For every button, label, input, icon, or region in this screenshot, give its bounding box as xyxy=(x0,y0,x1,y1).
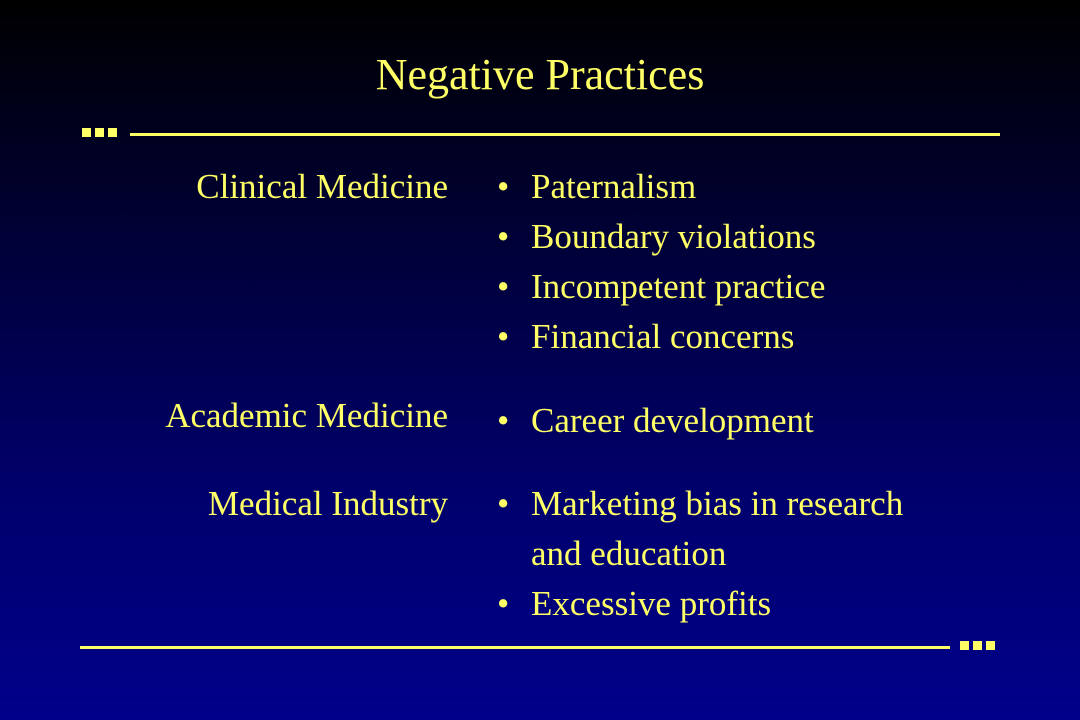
bottom-dots-ornament xyxy=(960,641,995,650)
bullet-list-medical-industry xyxy=(497,479,903,629)
section-label-clinical-medicine: Clinical Medicine xyxy=(196,167,448,206)
top-divider xyxy=(130,133,1000,136)
section-label-medical-industry: Medical Industry xyxy=(207,484,448,523)
bullet-icon: • xyxy=(497,167,510,206)
bullet-icon: • xyxy=(497,317,510,356)
ornament-dot xyxy=(973,641,982,650)
ornament-dot xyxy=(108,128,117,137)
ornament-dot xyxy=(986,641,995,650)
ornament-dot xyxy=(960,641,969,650)
bullet-icon: • xyxy=(497,484,510,523)
ornament-dot xyxy=(95,128,104,137)
bullet-list-academic-medicine xyxy=(497,396,814,446)
list-item: • Boundary violations xyxy=(497,212,825,262)
bullet-list-clinical-medicine xyxy=(497,162,825,362)
slide-title: Negative Practices xyxy=(375,50,705,99)
bottom-divider xyxy=(80,646,950,649)
bullet-icon: • xyxy=(497,584,510,623)
ornament-dot xyxy=(82,128,91,137)
bullet-icon: • xyxy=(497,217,510,256)
bullet-icon: • xyxy=(497,401,510,440)
list-item: • Paternalism xyxy=(497,162,825,212)
list-item: • Marketing bias in research and education xyxy=(497,479,903,579)
list-item: • Career development xyxy=(497,396,814,446)
section-label-academic-medicine: Academic Medicine xyxy=(165,396,448,435)
list-item: • Financial concerns xyxy=(497,312,825,362)
top-dots-ornament xyxy=(82,128,117,137)
bullet-icon: • xyxy=(497,267,510,306)
list-item: • Incompetent practice xyxy=(497,262,825,312)
list-item: • Excessive profits xyxy=(497,579,903,629)
